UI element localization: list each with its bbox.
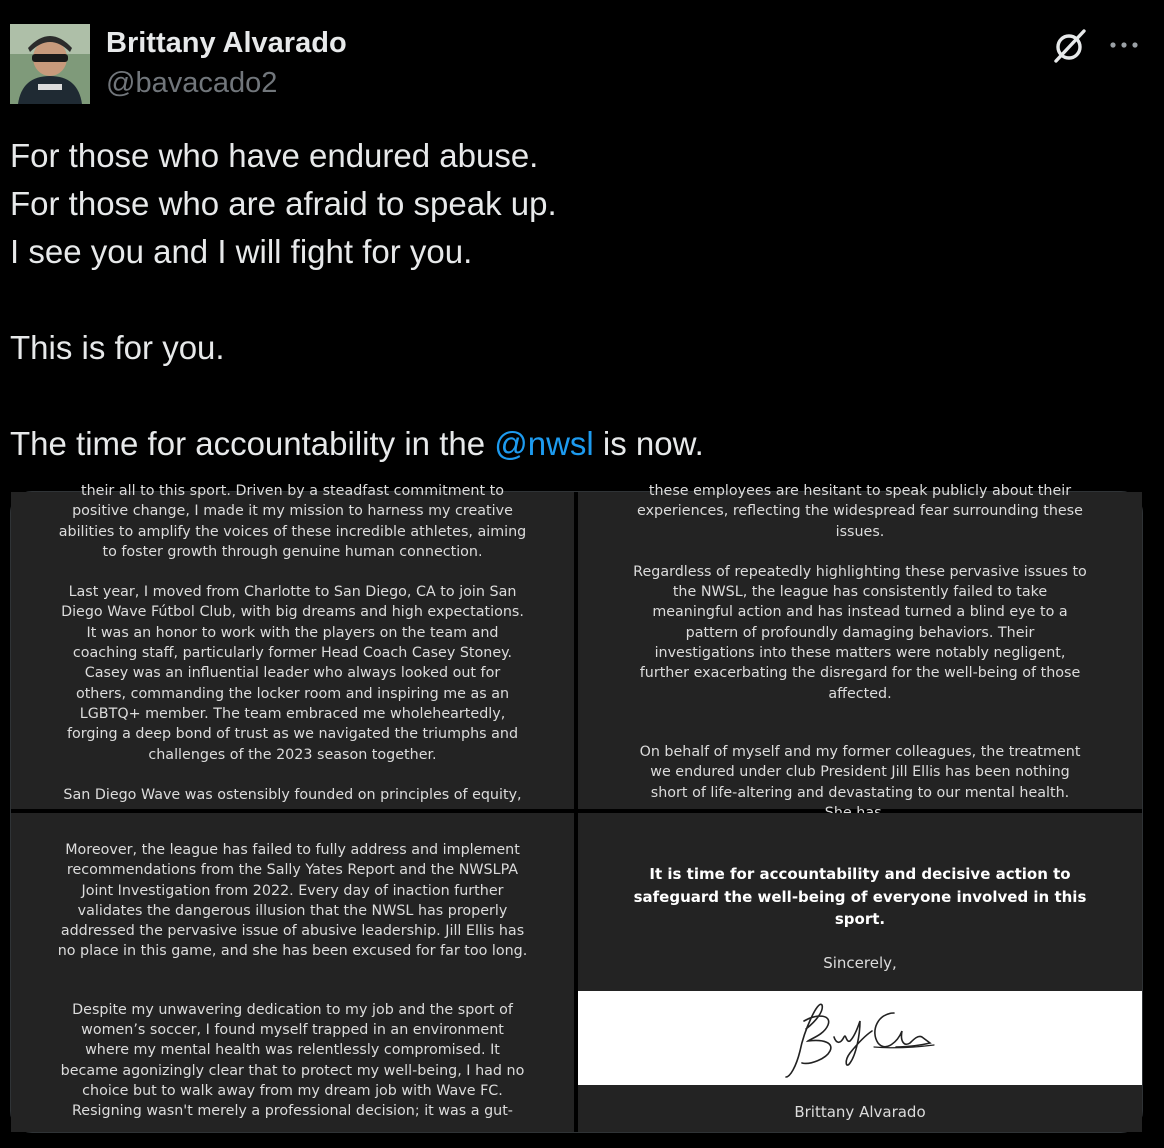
signer-name: Brittany Alvarado [794, 1103, 926, 1121]
doc-line: short of life-altering and devastating to our mental health. [650, 784, 1070, 801]
more-icon[interactable] [1106, 28, 1142, 64]
document-text [11, 481, 574, 805]
doc-line: abilities to amplify the voices of these incredible athletes, aiming [58, 523, 527, 540]
tweet-line: For those who are afraid to speak up. [10, 185, 557, 222]
doc-spacer [11, 765, 574, 785]
signature-icon [578, 991, 1142, 1085]
doc-line: investigations into these matters were notably negligent, [654, 645, 1066, 662]
doc-spacer [11, 962, 574, 1000]
doc-line: pattern of profoundly damaging behaviors. Their [685, 624, 1035, 641]
doc-line: LGBTQ+ member. The team embraced me wholeheartedly, [79, 705, 506, 722]
document-text [578, 481, 1142, 823]
doc-line: where my mental health was relentlessly compromised. It [85, 1042, 500, 1059]
doc-line: coaching staff, particularly former Head Coach Casey Stoney. [72, 645, 513, 662]
mention-link[interactable]: @nwsl [494, 425, 594, 462]
media-image-2[interactable] [578, 483, 1142, 809]
media-image-1[interactable] [11, 483, 574, 809]
tweet-text [10, 132, 1140, 468]
doc-spacer [578, 704, 1142, 742]
media-image-4[interactable] [578, 813, 1142, 1132]
doc-line: On behalf of myself and my former colleagues, the treatment [639, 743, 1081, 760]
author-display-name[interactable]: Brittany Alvarado [106, 27, 347, 59]
tweet-line: I see you and I will fight for you. [10, 233, 473, 270]
tweet-line: For those who have endured abuse. [10, 137, 539, 174]
doc-closing: Sincerely, [823, 953, 897, 972]
doc-line: their all to this sport. Driven by a steadfast commitment to [81, 483, 504, 499]
tweet-line-last [10, 420, 1140, 468]
doc-line: affected. [828, 685, 892, 702]
doc-line: challenges of the 2023 season together. [148, 746, 437, 763]
avatar[interactable] [10, 24, 90, 104]
doc-line: meaningful action and has instead turned a blind eye to a [652, 604, 1068, 621]
tweet-line-tail: is now. [593, 425, 704, 462]
doc-line: validates the dangerous illusion that the NWSL has properly [77, 902, 508, 919]
doc-line: issues. [835, 523, 885, 540]
doc-line: the NWSL, the league has consistently failed to take [672, 584, 1048, 601]
doc-line: became agonizingly clear that to protect my well-being, I had no [60, 1062, 525, 1079]
doc-line: It was an honor to work with the players on the team and [86, 624, 499, 641]
doc-spacer [11, 562, 574, 582]
doc-line: to foster growth through genuine human connection. [102, 543, 483, 560]
doc-line: no place in this game, and she has been excused for far too long. [57, 943, 528, 960]
doc-line: San Diego Wave was ostensibly founded on principles of equity, [63, 786, 522, 803]
avatar-photo [10, 24, 90, 104]
doc-line: further exacerbating the disregard for the well-being of those [639, 665, 1081, 682]
doc-line: positive change, I made it my mission to harness my creative [72, 503, 513, 520]
doc-bold-line: sport. [834, 910, 886, 928]
grok-icon[interactable] [1050, 26, 1090, 66]
author-handle[interactable]: @bavacado2 [106, 67, 278, 99]
doc-line: addressed the pervasive issue of abusive leadership. Jill Ellis has [60, 923, 525, 940]
tweet-line [10, 372, 1140, 420]
tweet-line [10, 276, 1140, 324]
document-text [11, 840, 574, 1122]
doc-line: we endured under club President Jill Ellis has been nothing [650, 764, 1070, 781]
doc-line: Resigning wasn't merely a professional decision; it was a gut- [72, 1103, 513, 1120]
doc-line: Joint Investigation from 2022. Every day of inaction further [81, 882, 504, 899]
doc-line: Last year, I moved from Charlotte to San Diego, CA to join San [68, 584, 517, 601]
doc-line: Regardless of repeatedly highlighting these pervasive issues to [633, 563, 1087, 580]
doc-bold-line: safeguard the well-being of everyone involved in this [633, 887, 1087, 906]
doc-line: choice but to walk away from my dream job with Wave FC. [82, 1082, 503, 1099]
tweet-line: The time for accountability in the [10, 425, 495, 462]
doc-bold-line: It is time for accountability and decisive action to [649, 865, 1071, 883]
document-text [578, 863, 1142, 973]
doc-line: Moreover, the league has failed to fully address and implement [65, 842, 520, 858]
doc-line: forging a deep bond of trust as we navigated the triumphs and [66, 726, 519, 743]
doc-line: Despite my unwavering dedication to my job and the sport of [72, 1001, 513, 1018]
media-grid [10, 483, 1143, 1133]
signature-image [578, 991, 1142, 1085]
doc-line: women’s soccer, I found myself trapped in an environment [81, 1022, 504, 1039]
tweet-line: This is for you. [10, 329, 225, 366]
doc-line: experiences, reflecting the widespread fear surrounding these [637, 503, 1083, 520]
media-image-3[interactable] [11, 813, 574, 1132]
doc-spacer [578, 931, 1142, 953]
doc-spacer [578, 542, 1142, 562]
doc-line: Diego Wave Fútbol Club, with big dreams and high expectations. [61, 604, 524, 621]
doc-line: recommendations from the Sally Yates Report and the NWSLPA [66, 862, 519, 879]
doc-line: Casey was an influential leader who always looked out for [84, 665, 501, 682]
doc-line: others, commanding the locker room and inspiring me as an [75, 685, 510, 702]
doc-line: these employees are hesitant to speak publicly about their [648, 483, 1072, 499]
